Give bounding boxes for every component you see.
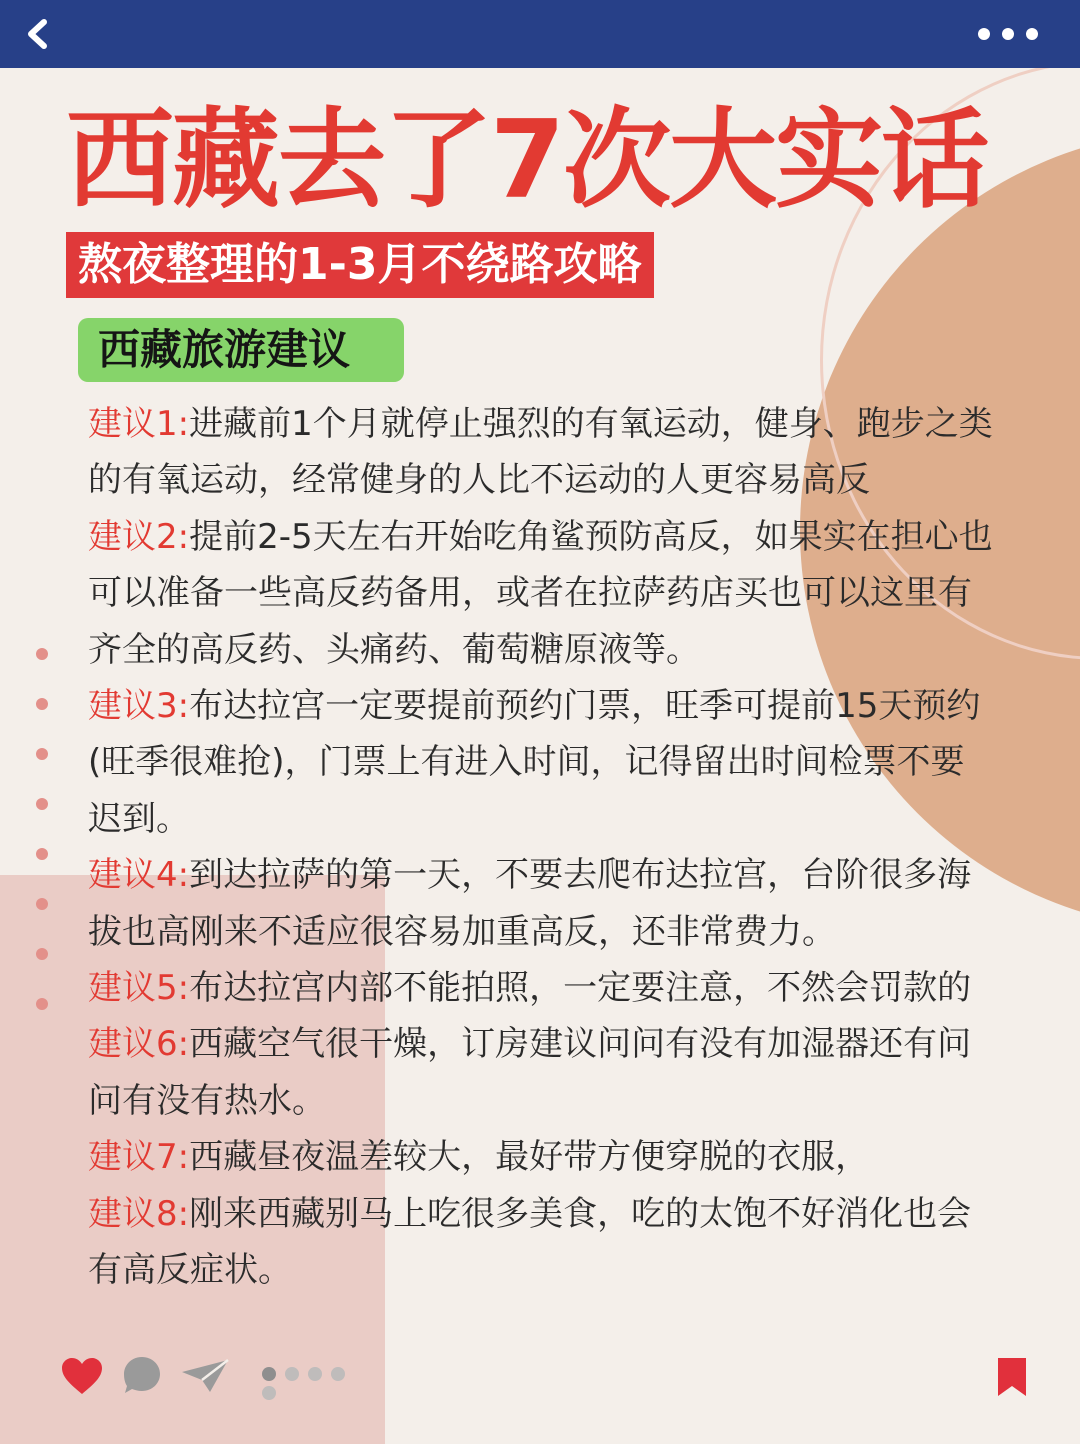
tip-label: 建议7: [88,1137,190,1178]
share-icon[interactable] [180,1358,230,1394]
tip-item [88,678,998,847]
tip-text: 刚来西藏别马上吃很多美食，吃的太饱不好消化也会有高反症状。 [88,1193,972,1291]
more-horizontal-icon[interactable] [976,22,1040,46]
pager-dot [331,1367,345,1381]
page-title: 西藏去了7次大实话 [66,98,988,223]
tip-text: 西藏空气很干燥，订房建议问问有没有加湿器还有问问有没有热水。 [88,1024,972,1121]
heart-icon[interactable] [60,1356,104,1396]
tip-label: 建议6: [88,1024,190,1065]
tip-item [88,396,998,509]
tip-item [88,960,998,1016]
page-subtitle: 熬夜整理的1-3月不绕路攻略 [66,232,654,298]
tip-text: 进藏前1个月就停止强烈的有氧运动，健身、跑步之类的有氧运动，经常健身的人比不运动的人更容易高反 [88,404,993,501]
tip-item [88,509,998,678]
tip-label: 建议1: [88,404,190,444]
tip-label: 建议4: [88,855,190,896]
tip-label: 建议8: [88,1193,190,1234]
pager-dot [262,1367,276,1381]
tip-item [88,1129,998,1185]
tip-text: 布达拉宫一定要提前预约门票，旺季可提前15天预约(旺季很难抢)，门票上有进入时间，记得留出时间检票不要迟到。 [88,686,981,839]
tip-label: 建议5: [88,968,190,1009]
tip-text: 布达拉宫内部不能拍照，一定要注意，不然会罚款的 [189,968,972,1009]
tip-item [88,847,998,960]
pager-dot [308,1367,322,1381]
decorative-dots [36,648,50,1048]
tip-item [88,1186,998,1299]
tip-text: 西藏昼夜温差较大，最好带方便穿脱的衣服， [189,1137,870,1178]
tip-item [88,1016,998,1129]
pager-dot [285,1367,299,1381]
comment-icon[interactable] [122,1355,162,1395]
tip-label: 建议3: [88,686,190,727]
bookmark-icon[interactable] [996,1356,1028,1398]
tips-list [88,396,998,1299]
tip-label: 建议2: [88,516,190,557]
chevron-left-icon[interactable] [22,17,56,51]
page-indicator [262,1366,372,1382]
tip-text: 提前2-5天左右开始吃角鲨预防高反，如果实在担心也可以准备一些高反药备用，或者在拉萨药店买也可以这里有齐全的高反药、头痛药、葡萄糖原液等。 [88,516,993,670]
top-bar [0,0,1080,68]
pager-dot [262,1386,276,1400]
tip-text: 到达拉萨的第一天，不要去爬布达拉宫，台阶很多海拔也高刚来不适应很容易加重高反，还非常费力。 [88,855,972,952]
section-tag: 西藏旅游建议 [78,318,404,382]
